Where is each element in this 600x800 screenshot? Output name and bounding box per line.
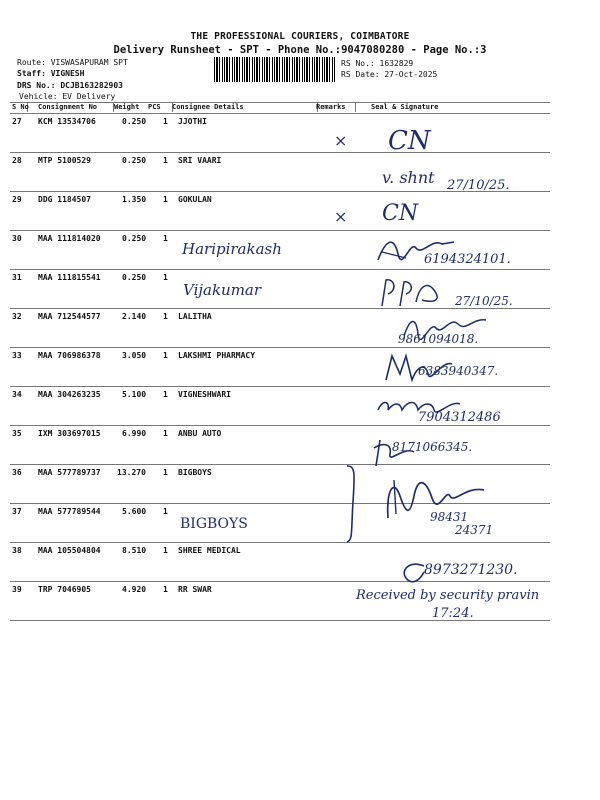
- phone-37-part2: 24371: [455, 523, 494, 537]
- rs-number: RS No.: 1632829: [341, 59, 414, 68]
- phone-37-part1: 98431: [430, 510, 469, 524]
- col-consignee: Consignee Details: [172, 103, 244, 111]
- bracket-mark-36: [343, 462, 363, 546]
- phone-38: 8973271230.: [424, 562, 518, 578]
- col-weight: Weight: [114, 103, 140, 111]
- signature-29: CN: [382, 201, 419, 226]
- consignee-handwritten-31: Vijakumar: [183, 281, 262, 299]
- staff-label: Staff: VIGNESH: [17, 69, 85, 78]
- delivery-time-39: 17:24.: [432, 606, 474, 621]
- vehicle-label: Vehicle: EV Delivery: [19, 92, 116, 101]
- route-label: Route: VISWASAPURAM SPT: [17, 58, 128, 67]
- consignee-handwritten-37: BIGBOYS: [180, 516, 248, 532]
- col-remarks: Remarks: [316, 103, 346, 111]
- col-pcs: PCS: [148, 103, 161, 111]
- date-28: 27/10/25.: [447, 178, 510, 193]
- remark-x-29: ×: [334, 207, 348, 226]
- remark-x-27: ×: [334, 131, 348, 150]
- phone-30: 6194324101.: [424, 252, 511, 267]
- col-seal: Seal & Signature: [371, 103, 439, 111]
- signature-27: CN: [388, 126, 431, 156]
- drs-label: DRS No.: DCJB163282903: [17, 81, 123, 90]
- phone-33: 6383940347.: [418, 364, 499, 378]
- col-consignment: Consignment No: [38, 103, 98, 111]
- col-sno: S No: [12, 103, 29, 111]
- signature-scribble-31: [376, 276, 446, 310]
- delivery-note-39: Received by security pravin: [356, 588, 540, 603]
- runsheet-table: S No Consignment No Weight PCS Consignee Details Remarks Seal & Signature 27 KCM 13534706 0.250 1 JJOTHI 28 MTP 5100529 0.250 1 SRI VAARI 29 DDG 1184507 1.350 1 GOKULAN 30 MAA 111814020 0.250 1 31 MAA 111815541 0.250 1 32 MAA 712544577 2.140 1 LALITHA 33 MAA 706986378 3.050 1 LAKSHMI PHARMACY 34 MAA 304263235 5.100 1 VIGNESHWARI 35 IXM 303697015 6.990 1 ANBU AUTO 36 MAA 577789737 13.270 1 BIGBOYS 37 MAA 577789544 5.600 1 38 MAA 105504804 8.510 1 SHREE MEDICAL 39 TRP 7046905 4.920 1 RR SWAR: [10, 102, 550, 621]
- signature-28: v. shnt: [382, 168, 435, 187]
- rs-date: RS Date: 27-Oct-2025: [341, 70, 438, 79]
- runsheet-subtitle: Delivery Runsheet - SPT - Phone No.:9047080280 - Page No.:3: [113, 44, 487, 56]
- company-title: THE PROFESSIONAL COURIERS, COIMBATORE: [190, 31, 410, 42]
- phone-32: 9861094018.: [398, 332, 479, 346]
- phone-35: 8171066345.: [392, 440, 473, 454]
- date-31: 27/10/25.: [455, 294, 513, 308]
- barcode: [214, 57, 335, 82]
- phone-34: 7904312486: [418, 410, 501, 425]
- consignee-handwritten-30: Haripirakash: [182, 240, 282, 258]
